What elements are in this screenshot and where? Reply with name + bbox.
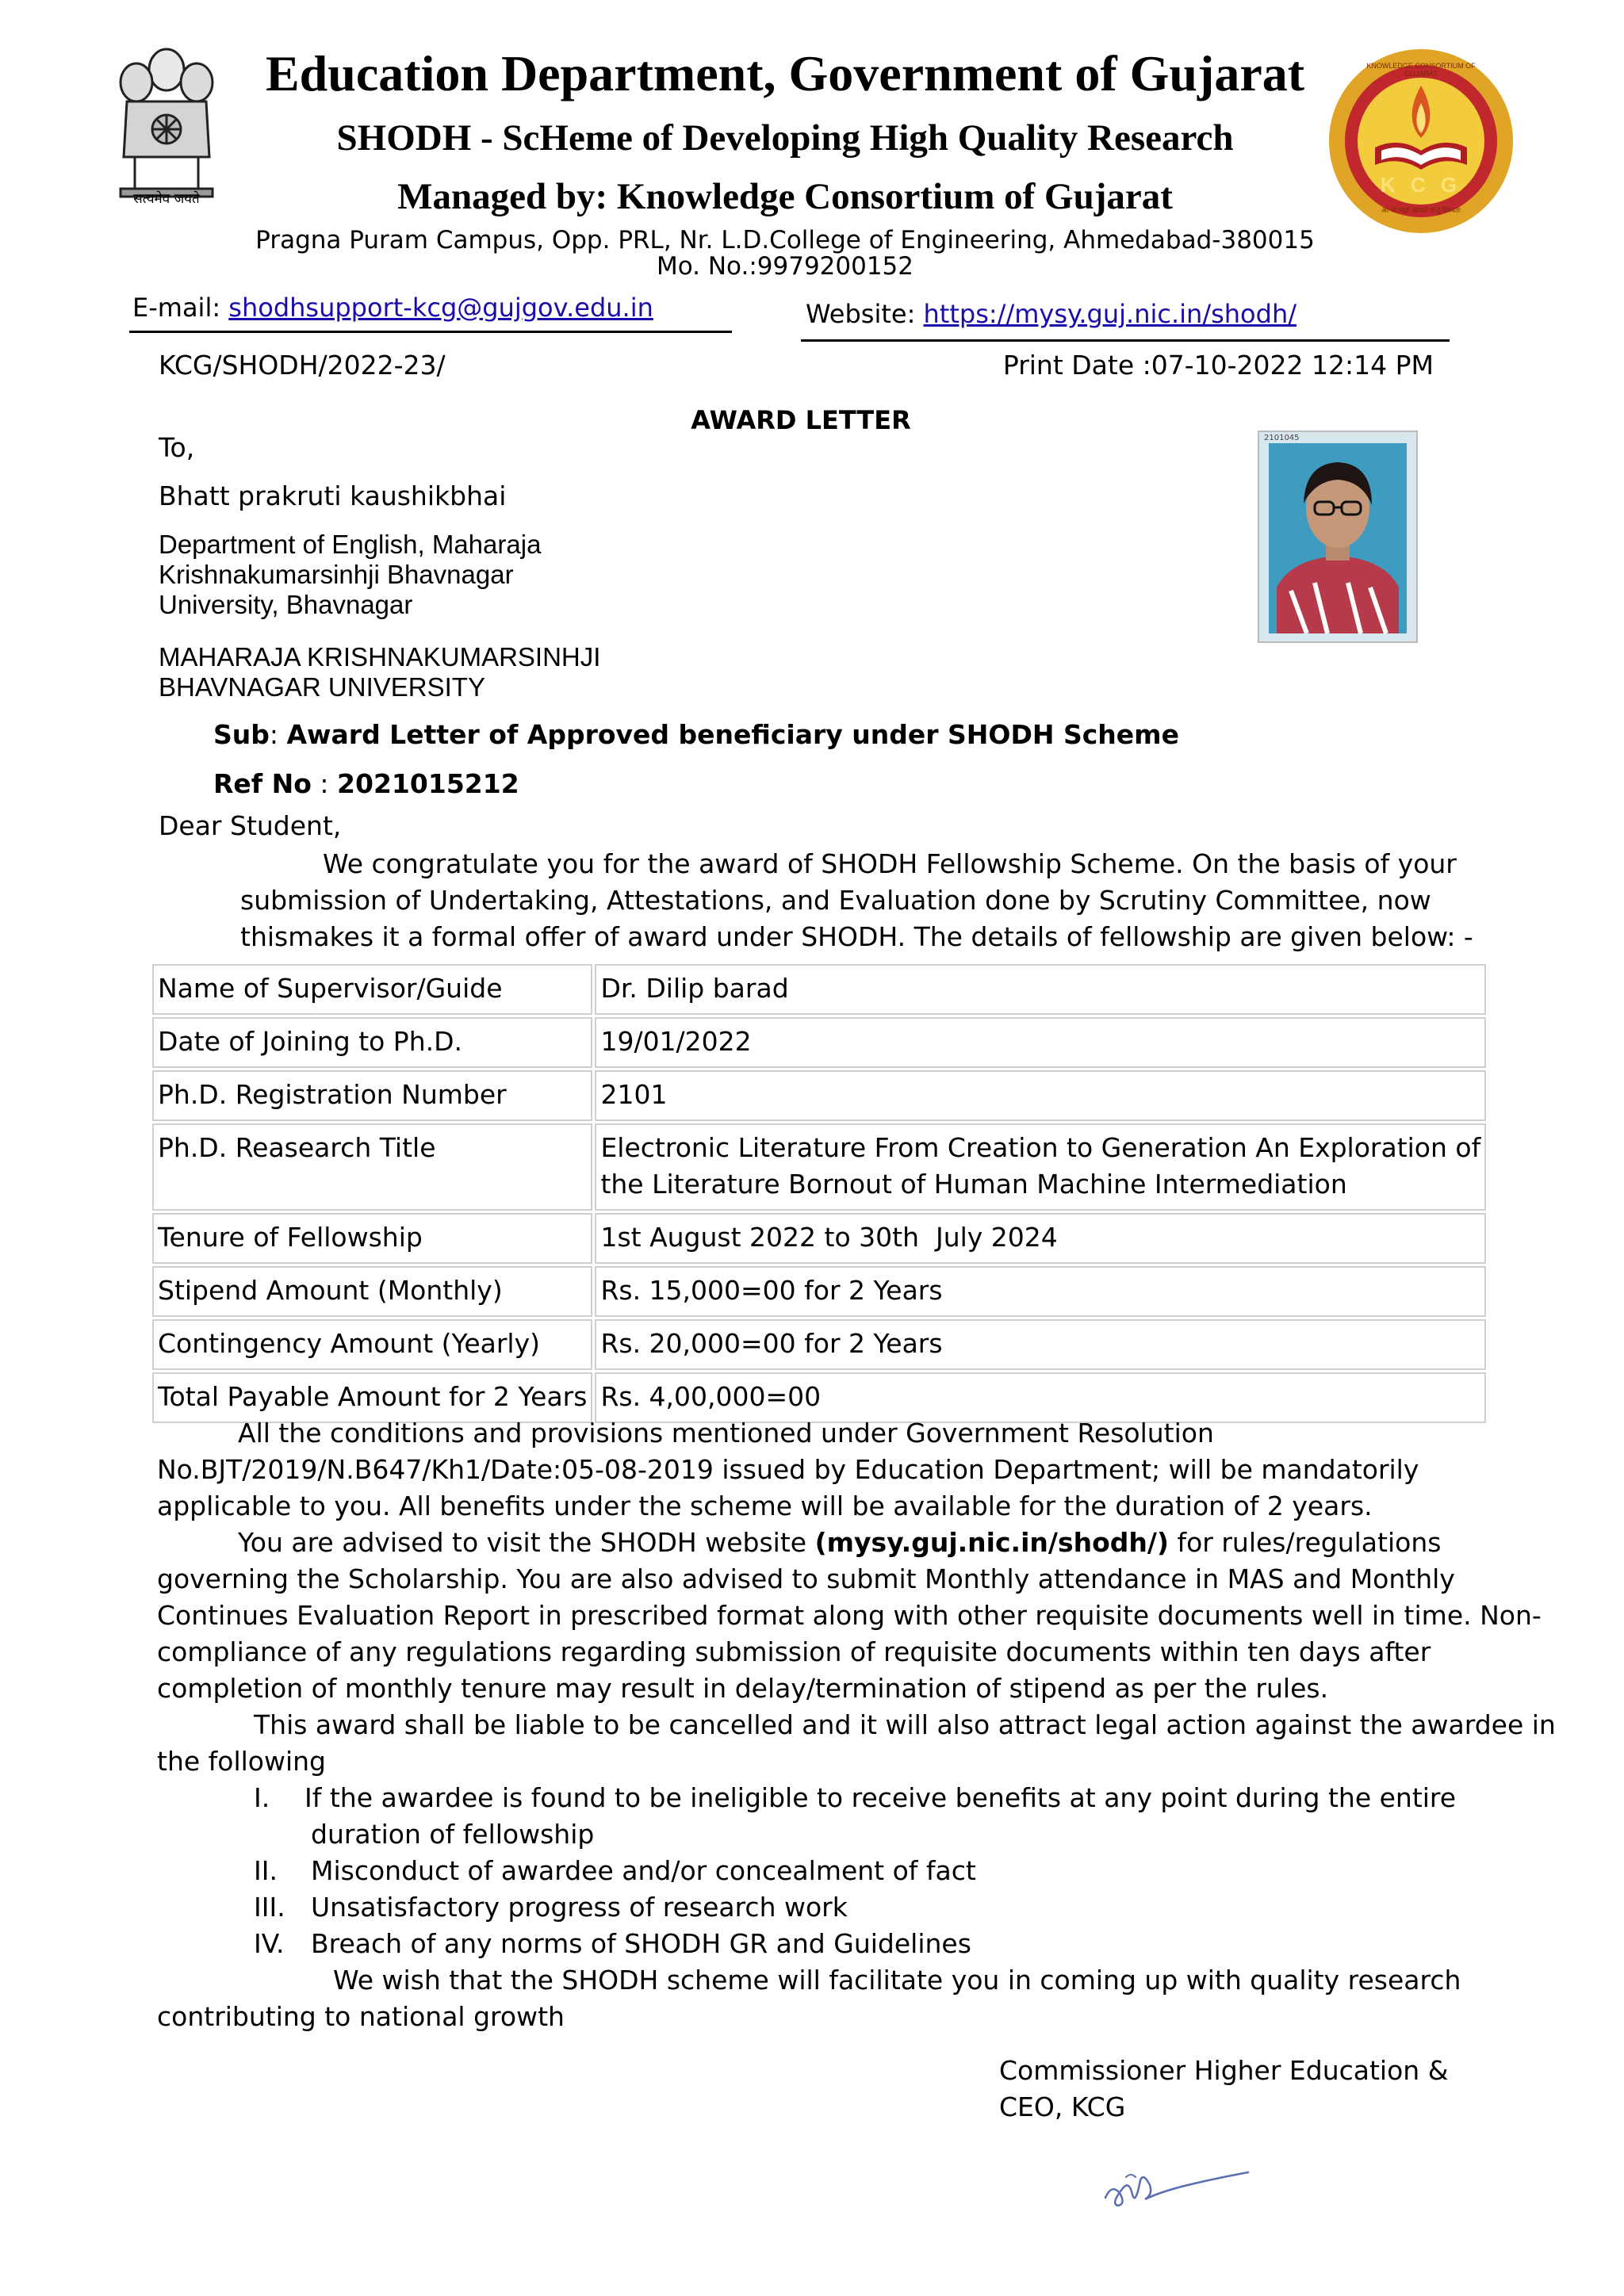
recipient-dept-line: University, Bhavnagar [159, 590, 413, 619]
recipient-university [159, 642, 600, 702]
header-mobile: Mo. No.:9979200152 [656, 252, 914, 281]
photo-id: 2101045 [1264, 434, 1300, 442]
student-photo [1258, 430, 1418, 643]
list-item [254, 1889, 1443, 1926]
website-line [806, 298, 1297, 330]
letter-ref: KCG/SHODH/2022-23/ [159, 350, 446, 381]
para1-line: No.BJT/2019/N.B647/Kh1/Date:05-08-2019 issued by Education Department; will be mandatorily [157, 1454, 1419, 1485]
list-item [254, 1853, 1443, 1889]
detail-value: Rs. 20,000=00 for 2 Years [595, 1319, 1486, 1370]
recipient-to: To, [159, 432, 195, 463]
header-scheme: SHODH - ScHeme of Developing High Quality Research [336, 117, 1234, 159]
closing-line: contributing to national growth [157, 2001, 565, 2032]
list-item-number: I. [254, 1782, 270, 1813]
table-row [152, 1266, 1486, 1317]
para3-line: the following [157, 1746, 327, 1777]
list-item-text: duration of fellowship [311, 1819, 595, 1850]
letter-heading: AWARD LETTER [691, 405, 911, 435]
reference-line [213, 768, 519, 800]
para3-line: This award shall be liable to be cancelled and it will also attract legal action against the awardee in [254, 1709, 1556, 1740]
para2-line: compliance of any regulations regarding submission of requisite documents within ten days after [157, 1636, 1431, 1667]
kcg-logo-text: KNOWLEDGE CONSORTIUM OF GUJARAT [1366, 62, 1476, 78]
detail-value: Rs. 4,00,000=00 [595, 1372, 1486, 1423]
recipient-department [159, 530, 541, 620]
table-row [152, 1213, 1486, 1264]
detail-value-line: the Literature Bornout of Human Machine Intermediation [600, 1169, 1347, 1200]
list-item-text: Breach of any norms of SHODH GR and Guidelines [311, 1928, 971, 1959]
subject-label: Sub [213, 719, 270, 750]
subject-text: Award Letter of Approved beneficiary under SHODH Scheme [286, 719, 1179, 750]
para2-line: governing the Scholarship. You are also advised to submit Monthly attendance in MAS and Monthly [157, 1563, 1455, 1594]
list-item-number: III. [254, 1892, 285, 1923]
kcg-logo-initials: K C G [1380, 173, 1462, 197]
list-item-text: Misconduct of awardee and/or concealment of fact [311, 1855, 976, 1886]
website-underline [801, 339, 1450, 342]
closing-line: We wish that the SHODH scheme will facilitate you in coming up with quality research [333, 1965, 1461, 1996]
kcg-logo [1326, 46, 1516, 236]
list-item-text: Unsatisfactory progress of research work [311, 1892, 848, 1923]
intro-line: We congratulate you for the award of SHODH Fellowship Scheme. On the basis of your [323, 848, 1457, 879]
reference-sep: : [311, 768, 338, 799]
list-item-number: II. [254, 1855, 278, 1886]
signature [1094, 2149, 1253, 2220]
detail-value: 19/01/2022 [595, 1017, 1486, 1068]
list-item [254, 1926, 1443, 1962]
website-link[interactable]: https://mysy.guj.nic.in/shodh/ [923, 299, 1297, 329]
detail-key: Date of Joining to Ph.D. [152, 1017, 592, 1068]
recipient-dept-line: Department of English, Maharaja [159, 530, 542, 559]
detail-key: Stipend Amount (Monthly) [152, 1266, 592, 1317]
detail-key: Tenure of Fellowship [152, 1213, 592, 1264]
recipient-dept-line: Krishnakumarsinhji Bhavnagar [159, 560, 514, 589]
intro-line: thismakes it a formal offer of award under SHODH. The details of fellowship are given below: - [240, 921, 1473, 952]
detail-value: Dr. Dilip barad [595, 964, 1486, 1015]
detail-key: Ph.D. Registration Number [152, 1070, 592, 1121]
website-label: Website: [806, 299, 924, 329]
intro-line: submission of Undertaking, Attestations, and Evaluation done by Scrutiny Committee, now [240, 885, 1431, 916]
para1-line: applicable to you. All benefits under the scheme will be available for the duration of 2 years. [157, 1490, 1373, 1521]
fellowship-details-table [150, 962, 1488, 1425]
subject-sep: : [269, 719, 287, 750]
email-underline [129, 331, 732, 333]
detail-value-multiline [595, 1123, 1486, 1211]
list-item [254, 1780, 1457, 1853]
detail-key: Ph.D. Reasearch Title [152, 1123, 592, 1211]
header-title: Education Department, Government of Gujarat [265, 45, 1305, 101]
header-managed-by: Managed by: Knowledge Consortium of Gujarat [397, 176, 1173, 217]
detail-key: Total Payable Amount for 2 Years [152, 1372, 592, 1423]
emblem-motto: सत्यमेव जयते [133, 191, 200, 207]
recipient-univ-line: MAHARAJA KRISHNAKUMARSINHJI [159, 642, 601, 672]
para2-line: completion of monthly tenure may result in delay/termination of stipend as per the rules. [157, 1673, 1329, 1704]
detail-value: 1st August 2022 to 30th July 2024 [595, 1213, 1486, 1264]
salutation: Dear Student, [159, 810, 342, 841]
email-line [132, 292, 653, 323]
recipient-univ-line: BHAVNAGAR UNIVERSITY [159, 672, 485, 702]
table-row [152, 1123, 1486, 1211]
signatory-title: Commissioner Higher Education & [999, 2055, 1449, 2086]
list-item-text: If the awardee is found to be ineligible to receive benefits at any point during the entire [304, 1782, 1457, 1813]
handwritten-signature-icon [1094, 2149, 1253, 2220]
kcg-logo-sanskrit: आ नो भद्राः क्रतवो यन्तु विश्वतः [1381, 206, 1461, 214]
email-link[interactable]: shodhsupport-kcg@gujgov.edu.in [228, 293, 653, 323]
table-row [152, 1017, 1486, 1068]
recipient-name: Bhatt prakruti kaushikbhai [159, 480, 507, 511]
detail-value-line: Electronic Literature From Creation to Generation An Exploration of [600, 1132, 1481, 1163]
reference-label: Ref No [213, 768, 312, 799]
list-item-number: IV. [254, 1928, 285, 1959]
shodh-website-ref: (mysy.guj.nic.in/shodh/) [814, 1527, 1169, 1558]
ashoka-lion-icon [103, 38, 230, 212]
subject-line [213, 719, 1179, 751]
print-date: Print Date :07-10-2022 12:14 PM [1002, 350, 1434, 381]
para2-line: Continues Evaluation Report in prescribed format along with other requisite documents well in time. Non- [157, 1600, 1542, 1631]
person-photo-icon [1259, 432, 1416, 641]
email-label: E-mail: [132, 293, 229, 323]
table-row [152, 1319, 1486, 1370]
para2-text: for rules/regulations [1169, 1527, 1442, 1558]
table-row [152, 1070, 1486, 1121]
reference-number: 2021015212 [337, 768, 519, 799]
table-row [152, 964, 1486, 1015]
header-address: Pragna Puram Campus, Opp. PRL, Nr. L.D.College of Engineering, Ahmedabad-380015 [255, 226, 1315, 254]
state-emblem [103, 38, 230, 212]
detail-key: Name of Supervisor/Guide [152, 964, 592, 1015]
signatory-org: CEO, KCG [999, 2091, 1126, 2122]
detail-value: 2101 [595, 1070, 1486, 1121]
para2-text: You are advised to visit the SHODH website [238, 1527, 815, 1558]
para2-line [238, 1525, 1441, 1561]
detail-key: Contingency Amount (Yearly) [152, 1319, 592, 1370]
para1-line: All the conditions and provisions mentioned under Government Resolution [238, 1418, 1214, 1448]
detail-value: Rs. 15,000=00 for 2 Years [595, 1266, 1486, 1317]
